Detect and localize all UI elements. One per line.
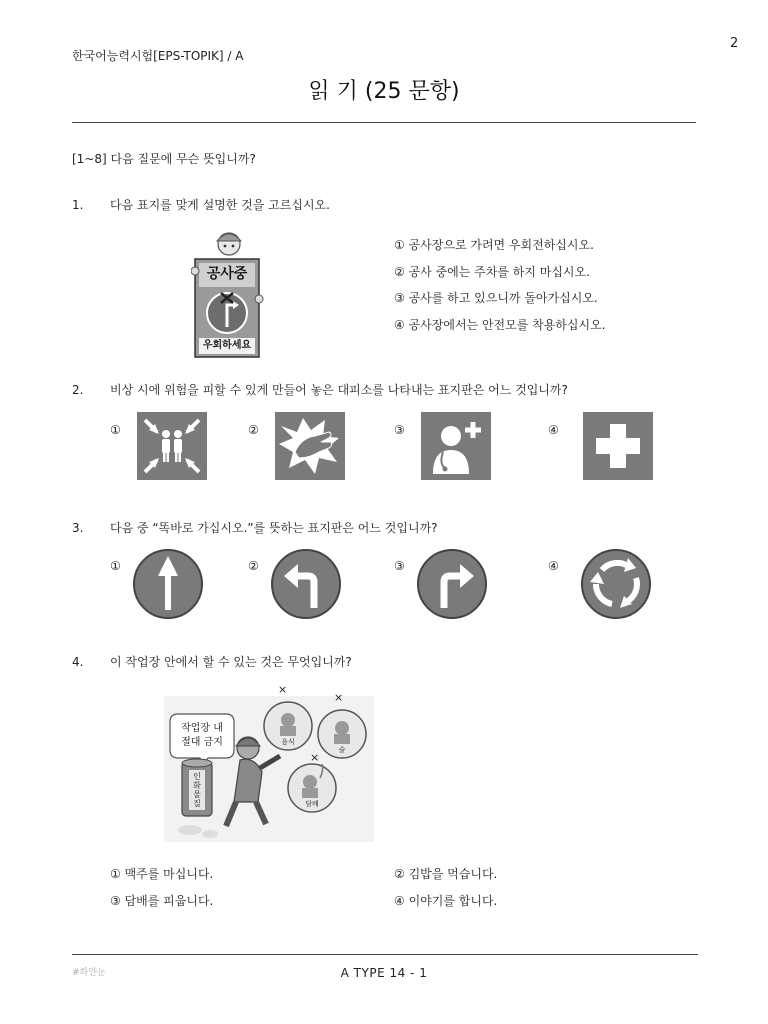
sign-top-text: 공사중 bbox=[206, 266, 248, 282]
q2-marker-3: ③ bbox=[394, 423, 405, 437]
q2-number: 2. bbox=[72, 383, 84, 397]
q1-option-3: ③ 공사를 하고 있으니까 돌아가십시오. bbox=[394, 291, 598, 305]
q1-option-1: ① 공사장으로 가려면 우회전하십시오. bbox=[394, 238, 594, 252]
arrow-turn-right-icon bbox=[414, 548, 490, 620]
q2-text: 비상 시에 위험을 피할 수 있게 만들어 놓은 대피소를 나타내는 표지판은 어느 것입니까? bbox=[110, 383, 568, 397]
sign-bottom-text: 우회하세요 bbox=[202, 340, 252, 351]
roundabout-icon bbox=[578, 548, 654, 620]
arrow-straight-icon bbox=[130, 548, 206, 620]
q4-option-2: ② 김밥을 먹습니다. bbox=[394, 867, 498, 881]
exam-header: 한국어능력시험[EPS-TOPIK] / A bbox=[72, 49, 244, 63]
q3-marker-3: ③ bbox=[394, 559, 405, 573]
bubble-label-drink: 술 bbox=[338, 746, 346, 754]
q4-option-3: ③ 담배를 피웁니다. bbox=[110, 894, 214, 908]
q3-marker-1: ① bbox=[110, 559, 121, 573]
x-mark-food: × bbox=[278, 683, 288, 696]
q4-option-4: ④ 이야기를 합니다. bbox=[394, 894, 498, 908]
first-aid-cross-icon bbox=[583, 412, 653, 480]
q3-marker-2: ② bbox=[248, 559, 259, 573]
arrow-turn-left-icon bbox=[268, 548, 344, 620]
workplace-prohibition-illustration bbox=[162, 684, 376, 844]
section-title: 읽 기 (25 문항) bbox=[308, 79, 460, 104]
q1-text: 다음 표지를 맞게 설명한 것을 고르십시오. bbox=[110, 198, 330, 212]
q4-option-1: ① 맥주를 마십니다. bbox=[110, 867, 214, 881]
x-mark-drink: × bbox=[334, 691, 344, 704]
q2-marker-4: ④ bbox=[548, 423, 559, 437]
header-rule bbox=[72, 122, 696, 123]
speech-bubble-line2: 절대 금지 bbox=[181, 737, 223, 748]
q2-marker-2: ② bbox=[248, 423, 259, 437]
footer-watermark: #하얀눈 bbox=[72, 968, 106, 978]
assembly-point-icon bbox=[137, 412, 207, 480]
q4-text: 이 작업장 안에서 할 수 있는 것은 무엇입니까? bbox=[110, 655, 352, 669]
q1-option-2: ② 공사 중에는 주차를 하지 마십시오. bbox=[394, 265, 590, 279]
barrel-label: 인화물질 bbox=[193, 772, 201, 808]
speech-bubble-line1: 작업장 내 bbox=[181, 723, 223, 734]
page-number: 2 bbox=[730, 36, 739, 51]
q3-number: 3. bbox=[72, 521, 84, 535]
q1-number: 1. bbox=[72, 198, 84, 212]
x-mark-smoking: × bbox=[310, 751, 320, 764]
bubble-label-smoking: 담배 bbox=[305, 800, 319, 808]
hand-hazard-icon bbox=[275, 412, 345, 480]
construction-detour-sign bbox=[191, 227, 269, 359]
doctor-icon bbox=[421, 412, 491, 480]
footer-rule bbox=[72, 954, 698, 955]
footer-page-code: A TYPE 14 - 1 bbox=[340, 966, 428, 980]
q4-number: 4. bbox=[72, 655, 84, 669]
instruction-text: [1~8] 다음 질문에 무슨 뜻입니까? bbox=[72, 152, 256, 166]
q1-option-4: ④ 공사장에서는 안전모를 착용하십시오. bbox=[394, 318, 606, 332]
q2-marker-1: ① bbox=[110, 423, 121, 437]
bubble-label-food: 음식 bbox=[281, 738, 295, 746]
q3-marker-4: ④ bbox=[548, 559, 559, 573]
q3-text: 다음 중 “똑바로 가십시오.”를 뜻하는 표지판은 어느 것입니까? bbox=[110, 521, 438, 535]
